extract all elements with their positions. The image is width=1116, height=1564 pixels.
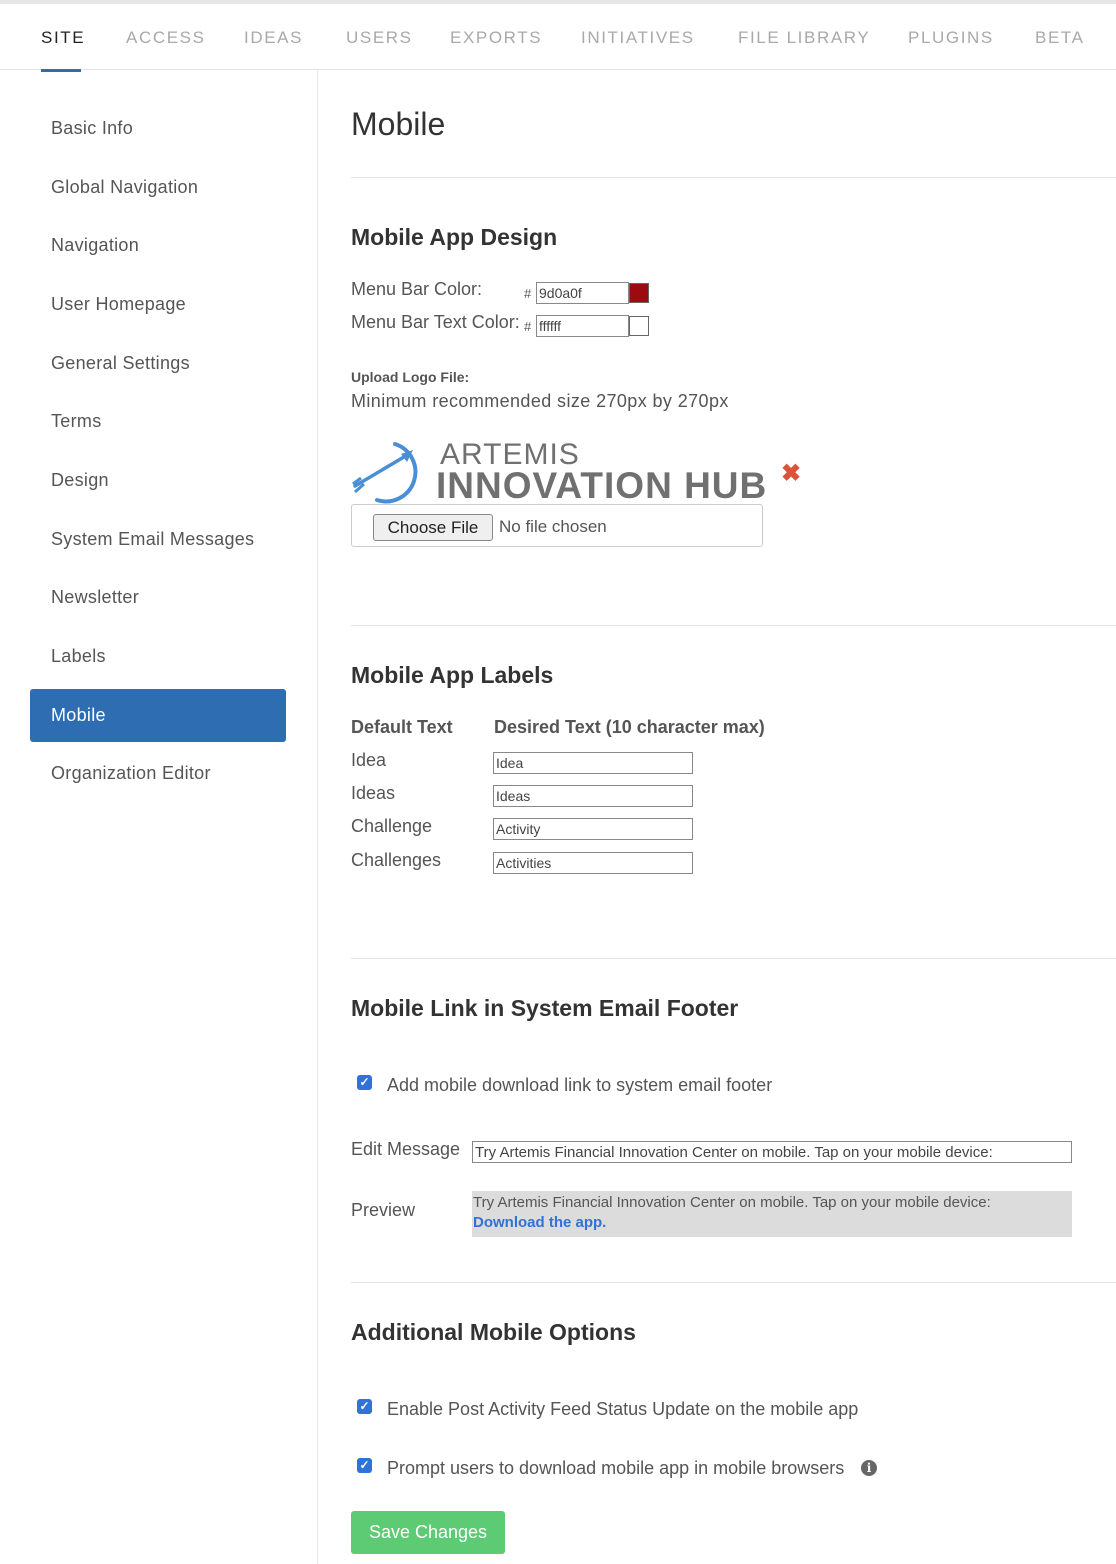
tab-plugins[interactable]: PLUGINS [908, 28, 994, 47]
no-file-text: No file chosen [499, 517, 607, 536]
sidebar-item-design[interactable]: Design [51, 470, 109, 490]
bow-arrow-icon [351, 440, 431, 505]
menu-bar-color-label: Menu Bar Color: [351, 279, 483, 299]
tab-file-library[interactable]: FILE LIBRARY [738, 28, 871, 47]
menu-bar-color-swatch[interactable] [629, 283, 649, 303]
tab-access[interactable]: ACCESS [126, 28, 206, 47]
download-app-link[interactable]: Download the app. [473, 1214, 607, 1231]
edit-message-input[interactable] [472, 1141, 1072, 1163]
section-heading-additional: Additional Mobile Options [351, 1319, 636, 1345]
divider [351, 958, 1116, 959]
label-desired-input[interactable] [493, 852, 693, 874]
divider [351, 177, 1116, 178]
top-tab-bar [0, 0, 1116, 70]
sidebar-item-general-settings[interactable]: General Settings [51, 353, 190, 373]
tab-site[interactable]: SITE [41, 28, 86, 47]
prompt-download-checkbox[interactable]: ✓ [357, 1458, 372, 1473]
sidebar [0, 70, 318, 1564]
file-upload-field [351, 504, 763, 547]
tab-ideas[interactable]: IDEAS [244, 28, 304, 47]
tab-initiatives[interactable]: INITIATIVES [581, 28, 695, 47]
tab-beta[interactable]: BETA [1035, 28, 1085, 47]
preview-text: Try Artemis Financial Innovation Center on mobile. Tap on your mobile device: [473, 1194, 991, 1211]
preview-label: Preview [351, 1200, 416, 1220]
remove-logo-icon[interactable]: ✖ [781, 460, 802, 487]
column-header-default: Default Text [351, 717, 453, 737]
save-changes-button[interactable]: Save Changes [351, 1511, 505, 1554]
label-default-text: Ideas [351, 783, 396, 803]
label-desired-input[interactable] [493, 752, 693, 774]
label-default-text: Challenge [351, 816, 433, 836]
edit-message-label: Edit Message [351, 1139, 461, 1159]
sidebar-item-basic-info[interactable]: Basic Info [51, 118, 134, 138]
label-default-text: Idea [351, 750, 387, 770]
sidebar-item-terms[interactable]: Terms [51, 411, 102, 431]
hash-prefix: # [524, 319, 532, 334]
sidebar-item-global-navigation[interactable]: Global Navigation [51, 177, 199, 197]
sidebar-item-labels[interactable]: Labels [51, 646, 106, 666]
email-footer-checkbox-label: Add mobile download link to system email footer [387, 1075, 773, 1095]
post-activity-checkbox-label: Enable Post Activity Feed Status Update on the mobile app [387, 1399, 859, 1419]
choose-file-button[interactable]: Choose File [373, 514, 493, 541]
section-heading-labels: Mobile App Labels [351, 662, 554, 688]
label-default-text: Challenges [351, 850, 442, 870]
divider [351, 625, 1116, 626]
sidebar-item-user-homepage[interactable]: User Homepage [51, 294, 186, 314]
menu-bar-text-color-label: Menu Bar Text Color: [351, 312, 520, 332]
email-footer-checkbox[interactable]: ✓ [357, 1075, 372, 1090]
upload-logo-label: Upload Logo File: [351, 369, 470, 385]
upload-hint: Minimum recommended size 270px by 270px [351, 391, 729, 411]
column-header-desired: Desired Text (10 character max) [494, 717, 765, 737]
label-desired-input[interactable] [493, 818, 693, 840]
menu-bar-color-input[interactable] [536, 282, 629, 304]
section-heading-design: Mobile App Design [351, 224, 558, 250]
prompt-download-checkbox-label: Prompt users to download mobile app in mobile browsers [387, 1458, 845, 1478]
message-preview [472, 1191, 1072, 1237]
sidebar-item-mobile[interactable]: Mobile [30, 689, 286, 742]
sidebar-item-navigation[interactable]: Navigation [51, 235, 140, 255]
post-activity-checkbox[interactable]: ✓ [357, 1399, 372, 1414]
logo-preview [351, 438, 776, 506]
sidebar-item-system-email-messages[interactable]: System Email Messages [51, 529, 255, 549]
logo-text-innovation-hub: INNOVATION HUB [436, 465, 768, 506]
tab-exports[interactable]: EXPORTS [450, 28, 543, 47]
menu-bar-text-color-swatch[interactable] [629, 316, 649, 336]
info-icon[interactable]: i [861, 1460, 877, 1476]
menu-bar-text-color-input[interactable] [536, 315, 629, 337]
main-content [351, 70, 1116, 1564]
page-title: Mobile [351, 106, 446, 142]
sidebar-item-newsletter[interactable]: Newsletter [51, 587, 140, 607]
section-heading-email-footer: Mobile Link in System Email Footer [351, 995, 739, 1021]
sidebar-item-organization-editor[interactable]: Organization Editor [51, 763, 211, 783]
tab-users[interactable]: USERS [346, 28, 413, 47]
logo-text-artemis: ARTEMIS [440, 438, 580, 471]
hash-prefix: # [524, 286, 532, 301]
label-desired-input[interactable] [493, 785, 693, 807]
divider [351, 1282, 1116, 1283]
